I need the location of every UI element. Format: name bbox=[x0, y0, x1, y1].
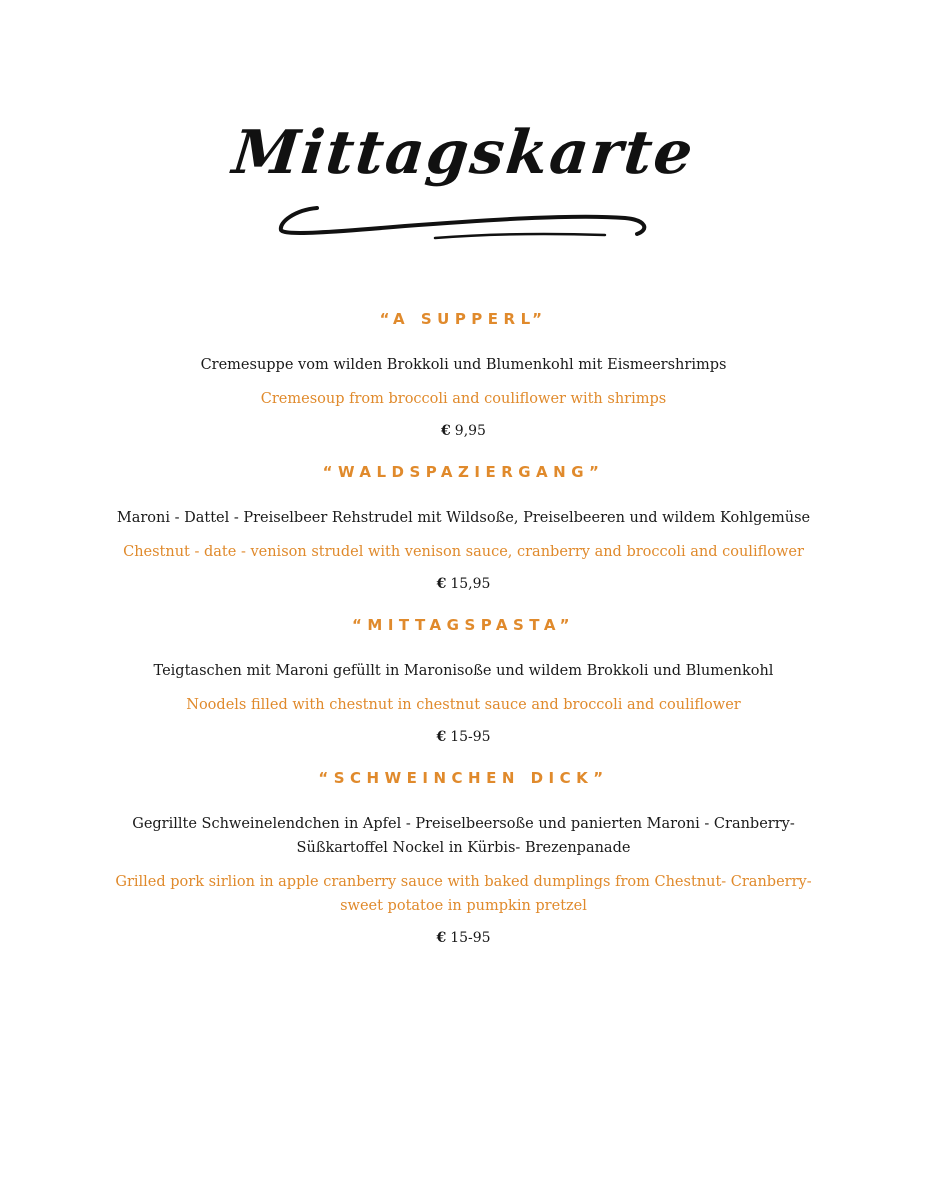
dish-description-german: Gegrillte Schweinelendchen in Apfel - Preiselbeersoße und panierten Maroni - Cranberry-Süßkartoffel Nockel in Kürbis- Brezenpanade bbox=[132, 816, 795, 856]
section-heading: “WALDSPAZIERGANG” bbox=[322, 463, 605, 481]
dish-description-german: Teigtaschen mit Maroni gefüllt in Maronisoße und wildem Brokkoli und Blumenkohl bbox=[153, 663, 774, 679]
menu-section-schweinchen-dick bbox=[0, 768, 927, 948]
dish-description-english: Chestnut - date - venison strudel with venison sauce, cranberry and broccoli and couliflower bbox=[123, 544, 804, 560]
dish-description-german: Maroni - Dattel - Preiselbeer Rehstrudel mit Wildsoße, Preiselbeeren und wildem Kohlgemüse bbox=[116, 510, 811, 526]
page-title: Mittagskarte bbox=[229, 118, 698, 188]
currency-symbol: € bbox=[436, 576, 447, 592]
dish-description-english: Grilled pork sirlion in apple cranberry sauce with baked dumplings from Chestnut- Cranberry-sweet potatoe in pumpkin pretzel bbox=[115, 874, 812, 914]
title-block bbox=[0, 118, 927, 188]
currency-symbol: € bbox=[436, 729, 447, 745]
price-value: 15,95 bbox=[450, 576, 491, 592]
dish-description-english: Cremesoup from broccoli and couliflower with shrimps bbox=[260, 391, 667, 407]
section-heading: “SCHWEINCHEN DICK” bbox=[318, 769, 609, 787]
dish-price bbox=[0, 574, 927, 594]
dish-description-english: Noodels filled with chestnut in chestnut sauce and broccoli and couliflower bbox=[186, 697, 741, 713]
price-value: 15-95 bbox=[450, 729, 491, 745]
price-value: 15-95 bbox=[450, 930, 491, 946]
menu-section-waldspaziergang bbox=[0, 462, 927, 594]
section-heading: “A SUPPERL” bbox=[379, 310, 548, 328]
section-heading: “MITTAGSPASTA” bbox=[352, 616, 575, 634]
dish-price bbox=[0, 727, 927, 747]
dish-price bbox=[0, 928, 927, 948]
dish-price bbox=[0, 421, 927, 441]
dish-description-german: Cremesuppe vom wilden Brokkoli und Blumenkohl mit Eismeershrimps bbox=[200, 357, 727, 373]
currency-symbol: € bbox=[441, 423, 451, 439]
title-underline-swash-icon bbox=[275, 200, 655, 246]
menu-section-supperl bbox=[0, 309, 927, 441]
price-value: 9,95 bbox=[454, 423, 486, 439]
currency-symbol: € bbox=[436, 930, 447, 946]
menu-section-mittagspasta bbox=[0, 615, 927, 747]
